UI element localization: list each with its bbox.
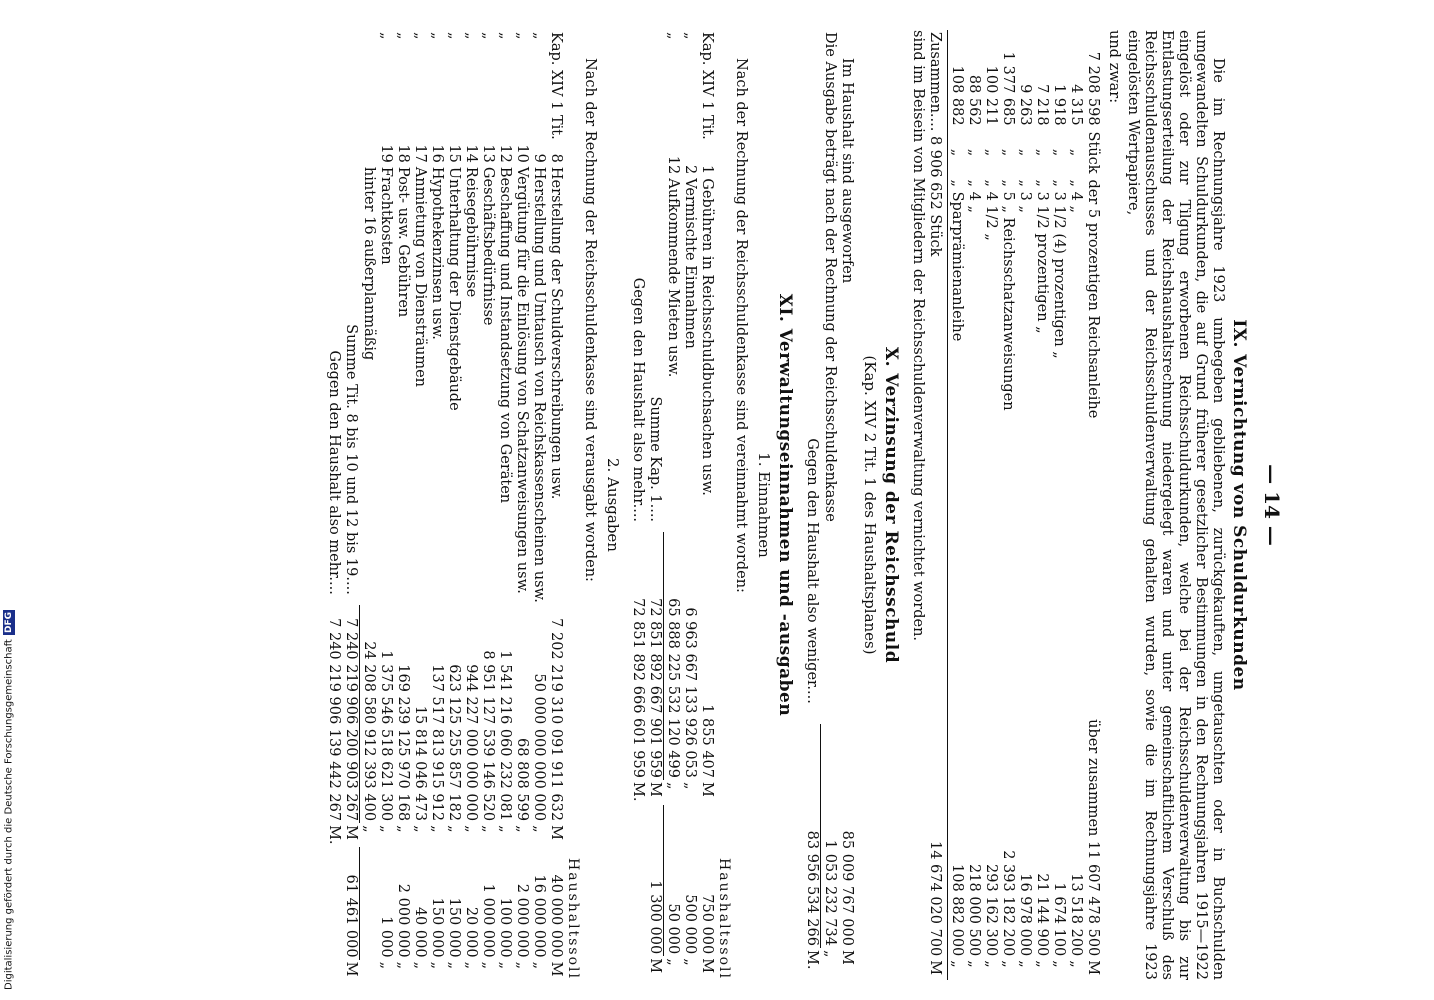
section-ix-closing: sind im Beisein von Mitgliedern der Reichsschuldenverwaltung vernichtet worden. [910,30,926,642]
row-label: hinter 16 außerplanmäßig [361,166,377,361]
interest-planned-amount: 85 009 767 000 [839,830,855,946]
section-ix-paragraph: Die im Rechnungsjahre 1923 umbegeben gebliebenen, zurückgekauften, umgetauschten oder in Buchschulden umgewandelten Schuldurkunden, die auf Grund früherer gesetzlicher Bestimmungen in den Rechnungsjahren 1915—1922 eingelöst oder zur Tilgung erworbenen Reichsschuldurkunden, welche bei der Reichsschuldenverwaltung bis zur Entlastungserteilung der Reichshaushaltsrechnung niedergelegt waren und unter gemeinschaftlichem Verschluß des Reichsschuldenausschusses und der Reichsschuldenverwaltung gehalten wurden, sowie die im Rechnungsjahre 1923 eingelösten Wertpapiere, [1125,30,1226,980]
budget-row [445,30,462,980]
income-more-label: Gegen den Haushalt also mehr.... [630,277,646,523]
row-count: 9 263 [1017,84,1033,126]
budget-row [428,30,445,980]
interest-diff-amount: 83 956 534 266 [804,830,820,946]
document-page [10,30,1290,980]
destruction-row [948,30,966,980]
row-soll [360,847,378,960]
row-description: „ Sparprämienanleihe [949,179,965,342]
destruction-row [1067,30,1084,980]
row-soll-currency: „ [665,958,681,966]
expense-soll-header: Haushaltssoll [565,858,581,980]
row-currency: M [699,782,715,797]
row-unit: Stück [1085,131,1101,174]
row-count: 88 562 [966,74,982,126]
row-amount: 68 808 599 [514,738,530,822]
row-chapter: „ [665,32,681,40]
budget-row [513,30,530,980]
row-currency: „ [966,960,982,968]
row-chapter: „ [497,32,513,40]
destruction-row [1033,30,1050,980]
row-chapter: Kap. XIV 1 Tit. [548,32,564,140]
row-label: Anmietung von Diensträumen [412,166,428,387]
row-currency: „ [361,825,377,833]
row-amount: 1 855 407 [699,704,715,778]
destruction-row [982,30,999,980]
destruction-total-row [943,30,948,980]
expense-sum-label: Summe Tit. 8 bis 10 und 12 bis 19.... [343,324,360,595]
row-title-number [360,142,378,165]
row-label: Hypothekenzinsen usw. [429,166,445,340]
row-chapter: „ [378,32,394,40]
income-title: 1. Einnahmen [755,452,773,558]
income-more-row [629,30,646,980]
row-soll-currency: „ [480,961,496,970]
row-amount: 24 208 580 912 393 400 [361,641,377,822]
destruction-total [926,30,943,980]
row-title-number: 12 [665,155,681,175]
row-amount: 16 978 000 [1017,873,1033,957]
row-amount: 1 541 216 060 232 081 [497,650,513,822]
row-amount: 65 888 225 532 120 499 [665,598,681,778]
row-title-number: 13 [480,144,496,163]
row-soll: 1 000 [378,916,394,958]
destruction-row [965,30,982,980]
interest-actual-row [821,30,839,980]
row-amount: 293 162 300 [983,864,999,957]
expense-more-cur: M. [326,825,342,845]
row-chapter: „ [463,32,479,40]
row-currency: „ [1034,960,1050,968]
row-amount: 623 125 255 857 182 [446,664,462,822]
row-chapter: „ [682,32,698,40]
interest-diff-row [803,30,821,980]
row-count: 1 377 685 [1000,51,1016,126]
row-label: Unterhaltung der Dienstgebäude [446,166,462,411]
row-amount: 50 000 000 000 000 [531,673,547,822]
row-chapter [360,30,378,142]
interest-diff-cur: M. [804,949,821,970]
row-amount: 15 814 046 473 [412,705,428,822]
total-currency: M [927,960,943,976]
dfg-logo: DFG [4,612,14,634]
row-soll: 750 000 [699,894,715,955]
row-currency: „ [480,825,496,833]
row-count: 7 218 [1034,84,1050,126]
row-description: „ 3 1/2 (4) prozentigen „ [1051,179,1067,359]
row-title-number: 12 [497,144,513,163]
row-soll: 16 000 000 [531,874,547,958]
row-unit: „ [1068,148,1084,157]
row-description: der 5 prozentigen Reichsanleihe [1085,179,1101,419]
row-title-number: 9 [531,153,547,163]
row-title-number: 17 [412,144,428,163]
interest-actual-cur: „ [822,949,838,958]
row-chapter: Kap. XIV 1 Tit. [699,32,715,140]
row-unit: „ [983,148,999,157]
income-sum-soll-cur: M [647,958,664,974]
destruction-row [1016,30,1033,980]
row-count: 4 315 [1068,84,1084,126]
destruction-row [999,30,1016,980]
expense-sum-soll: 61 461 000 [342,847,360,960]
expense-title: 2. Ausgaben [604,458,622,552]
section-ix-intro: und zwar: [1106,30,1122,104]
row-description: „ 5 „ Reichsschatzanweisungen [1000,179,1016,411]
budget-row [377,30,394,980]
row-soll-currency: M [699,958,715,974]
row-chapter: „ [429,32,445,40]
row-title-number: 19 [378,144,394,163]
row-label: Gebühren in Reichsschuldbuchsachen usw. [699,178,715,496]
row-description: „ 3 „ [1017,179,1033,213]
income-sum-label: Summe Kap. 1.... [647,396,664,523]
row-soll-currency: M [548,961,564,977]
row-unit: „ [1051,148,1067,157]
interest-planned-row [838,30,855,980]
row-soll-currency: „ [446,961,462,970]
row-amount: 21 144 900 [1034,873,1050,957]
row-soll: 1 000 000 [480,883,496,958]
row-label: Vermischte Einnahmen [682,178,698,349]
budget-row [681,30,698,980]
interest-actual-label: Die Ausgabe beträgt nach der Rechnung der Reichsschuldenkasse [822,32,838,522]
row-chapter: „ [480,32,496,40]
row-soll: 2 000 000 [395,883,411,958]
row-currency: „ [378,825,394,833]
row-title-number: 8 [548,153,564,163]
expense-intro: Nach der Rechnung der Reichsschuldenkasse sind verausgabt worden: [582,58,598,582]
income-sum-cur: M [647,782,664,797]
row-title-number: 2 [682,165,698,175]
income-sum-soll: 1 300 000 [646,805,664,956]
income-sum: 72 851 892 667 901 959 [646,532,664,780]
row-currency: „ [1017,960,1033,968]
row-currency: M [548,825,564,840]
row-amount: 137 517 813 915 912 [429,664,445,822]
expense-sum-row [342,30,360,980]
row-label: Post- usw. Gebühren [395,166,411,318]
row-amount: 13 518 200 [1068,873,1084,957]
row-title-number: 16 [429,144,445,163]
row-count: 7 208 598 [1085,51,1101,126]
budget-row [547,30,564,980]
row-description: „ 4 „ [1068,179,1084,213]
row-soll-currency: „ [395,961,411,970]
row-amount: 108 882 000 [949,864,965,957]
row-label: Reisegebührnisse [463,166,479,298]
row-currency: „ [497,825,513,833]
interest-table [803,30,855,980]
row-amount: über zusammen 11 607 478 500 [1085,719,1101,957]
row-soll: 150 000 [446,897,462,958]
expense-table [325,30,564,980]
funding-notice-text: Digitalisierung gefördert durch die Deutsche Forschungsgemeinschaft [3,639,15,990]
row-label: Aufkommende Mieten usw. [665,178,681,378]
destruction-row [1084,30,1101,980]
row-unit: „ [949,148,965,157]
row-soll: 500 000 [682,894,698,955]
expense-more-row [325,30,342,980]
row-currency: „ [983,960,999,968]
row-currency: „ [446,825,462,833]
row-label: Frachtkosten [378,166,394,265]
row-title-number: 1 [699,165,715,175]
budget-row [530,30,547,980]
expense-sum: 7 240 219 906 200 903 267 [342,605,360,823]
row-unit: „ [966,148,982,157]
row-chapter: „ [514,32,530,40]
row-soll: 40 000 000 [548,874,564,958]
budget-row [698,30,715,980]
row-title-number: 10 [514,144,530,163]
section-x-subtitle: (Kap. XIV 2 Tit. 1 des Haushaltsplanes) [861,355,879,655]
page-number: — 14 — [1260,464,1284,546]
row-currency: „ [1068,960,1084,968]
budget-row [462,30,479,980]
row-label: Herstellung und Umtausch von Reichskassenscheinen usw. [531,166,547,603]
row-label: Vergütung für die Einlösung von Schatzanweisungen usw. [514,166,530,594]
row-soll: 40 000 [412,906,428,958]
row-title-number: 14 [463,144,479,163]
row-currency: „ [949,960,965,968]
row-currency: „ [531,825,547,833]
budget-row [394,30,411,980]
row-description: „ 4 1/2 „ [983,179,999,241]
destruction-table [926,30,1101,980]
budget-row [664,30,682,980]
row-currency: „ [514,825,530,833]
row-title-number: 15 [446,144,462,163]
row-description: „ 4 „ [966,179,982,213]
row-currency: „ [1000,960,1016,968]
section-x-title: X. Verzinsung der Reichsschuld [881,346,901,664]
total-amount: 14 674 020 700 [927,840,943,957]
expense-sum-cur: M [343,825,360,840]
row-amount: 8 951 127 539 146 520 [480,650,496,822]
row-amount: 7 202 219 310 091 911 632 [548,618,564,822]
total-count: 8 906 652 Stück [927,135,943,257]
interest-diff-label: Gegen den Haushalt also weniger.... [804,438,821,704]
row-amount: 218 000 500 [966,864,982,957]
row-count: 108 882 [949,65,965,126]
row-chapter: „ [395,32,411,40]
row-count: 100 211 [983,65,999,126]
row-soll: 50 000 [665,903,681,955]
row-currency: „ [429,825,445,833]
income-soll-header: Haushaltssoll [716,858,732,980]
budget-row [411,30,428,980]
section-ix-title: IX. Vernichtung von Schuldurkunden [1229,319,1249,691]
expense-sum-soll-cur: M [343,961,360,977]
row-soll-currency: „ [429,961,445,970]
row-soll: 2 000 000 [514,883,530,958]
section-ix [909,30,1247,980]
row-amount: 2 393 182 200 [1000,850,1016,957]
total-label: Zusammen.... [927,32,943,132]
row-currency: M [1085,960,1101,976]
row-chapter: „ [412,32,428,40]
income-sum-row [646,30,664,980]
row-soll-currency [360,960,378,980]
row-soll-currency: „ [412,961,428,970]
income-intro: Nach der Rechnung der Reichsschuldenkasse sind vereinnahmt worden: [733,58,749,593]
row-description: „ 3 1/2 prozentigen „ [1034,179,1050,334]
row-unit: „ [1000,148,1016,157]
row-currency: „ [463,825,479,833]
row-soll-currency: „ [497,961,513,970]
budget-row [360,30,378,980]
budget-row [496,30,513,980]
row-amount: 169 239 125 970 168 [395,664,411,822]
row-amount: 944 227 000 000 000 [463,664,479,822]
row-currency: „ [665,782,681,790]
income-more-cur: M. [630,782,646,802]
section-x [803,30,899,980]
budget-row [479,30,496,980]
row-chapter: „ [446,32,462,40]
row-label: Geschäftsbedürfnisse [480,166,496,326]
row-soll: 100 000 [497,897,513,958]
row-unit: „ [1034,148,1050,157]
row-soll: 150 000 [429,897,445,958]
section-xi-title: XI. Verwaltungseinnahmen und -ausgaben [775,293,795,717]
row-amount: 1 674 100 [1051,882,1067,957]
row-amount: 1 375 546 518 621 300 [378,650,394,822]
interest-planned-label: Im Haushalt sind ausgeworfen [839,58,855,284]
row-title-number: 18 [395,144,411,163]
income-more: 72 851 892 666 601 959 [630,598,646,778]
row-label: Herstellung der Schuldverschreibungen usw. [548,166,564,500]
row-soll-currency: „ [514,961,530,970]
row-currency: „ [412,825,428,833]
row-soll-currency: „ [378,961,394,970]
row-soll-currency: „ [682,958,698,966]
row-unit: „ [1017,148,1033,157]
destruction-row [1050,30,1067,980]
row-soll: 20 000 [463,906,479,958]
expense-more: 7 240 219 906 139 442 267 [326,618,342,822]
row-soll-currency: „ [531,961,547,970]
row-currency: „ [1051,960,1067,968]
row-currency: „ [395,825,411,833]
expense-more-label: Gegen den Haushalt also mehr.... [326,350,342,595]
income-table [629,30,715,980]
interest-actual-amount: 1 053 232 734 [821,724,839,948]
row-label: Beschaffung und Instandsetzung von Geräten [497,166,513,504]
row-soll-currency: „ [463,961,479,970]
row-chapter: „ [531,32,547,40]
section-xi [325,30,793,980]
interest-planned-cur: M [839,949,855,965]
row-count: 1 918 [1051,84,1067,126]
row-amount: 6 963 667 133 926 053 [682,607,698,778]
row-currency: „ [682,782,698,790]
